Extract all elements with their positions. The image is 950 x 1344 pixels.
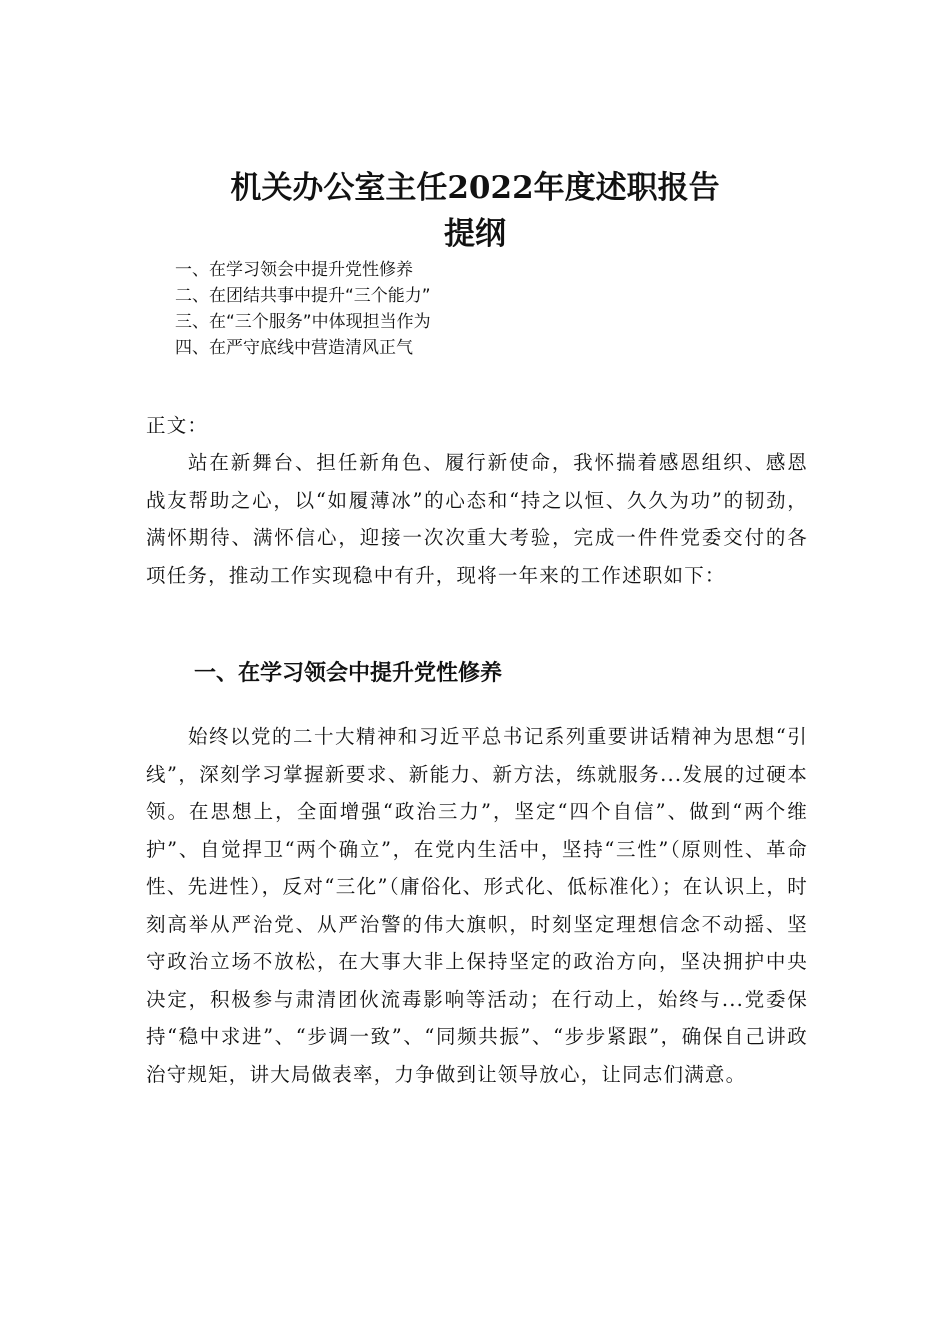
- outline-item: 一、在学习领会中提升党性修养: [175, 260, 413, 280]
- section-paragraph: 始终以党的二十大精神和习近平总书记系列重要讲话精神为思想“引线”，深刻学习掌握新要求、新能力、新方法，练就服务...发展的过硬本领。在思想上，全面增强“政治三力”，坚定“四个自信”、做到“两个维护”、自觉捍卫“两个确立”，在党内生活中，坚持“三性”（原则性、革命性、先进性），反对“三化”（庸俗化、形式化、低标准化）；在认识上，时刻高举从严治党、从严治警的伟大旗帜，时刻坚定理想信念不动摇、坚守政治立场不放松，在大事大非上保持坚定的政治方向，坚决拥护中央决定，积极参与肃清团伙流毒影响等活动；在行动上，始终与...党委保持“稳中求进”、“步调一致”、“同频共振”、“步步紧跟”，确保自己讲政治守规矩，讲大局做表率，力争做到让领导放心，让同志们满意。: [146, 725, 808, 1086]
- outline-item: 二、在团结共事中提升“三个能力”: [175, 286, 431, 306]
- document-title: 机关办公室主任2022年度述职报告: [230, 170, 720, 206]
- intro-paragraph: 站在新舞台、担任新角色、履行新使命，我怀揣着感恩组织、感恩战友帮助之心，以“如履薄冰”的心态和“持之以恒、久久为功”的韧劲，满怀期待、满怀信心，迎接一次次重大考验，完成一件件党委交付的各项任务，推动工作实现稳中有升，现将一年来的工作述职如下：: [146, 451, 808, 587]
- document-subtitle: 提纲: [444, 216, 506, 252]
- outline-item: 四、在严守底线中营造清风正气: [175, 338, 413, 358]
- section-heading: 一、在学习领会中提升党性修养: [194, 661, 503, 686]
- outline-item: 三、在“三个服务”中体现担当作为: [175, 312, 431, 332]
- body-label: 正文：: [146, 414, 209, 437]
- outline-list: [175, 257, 431, 361]
